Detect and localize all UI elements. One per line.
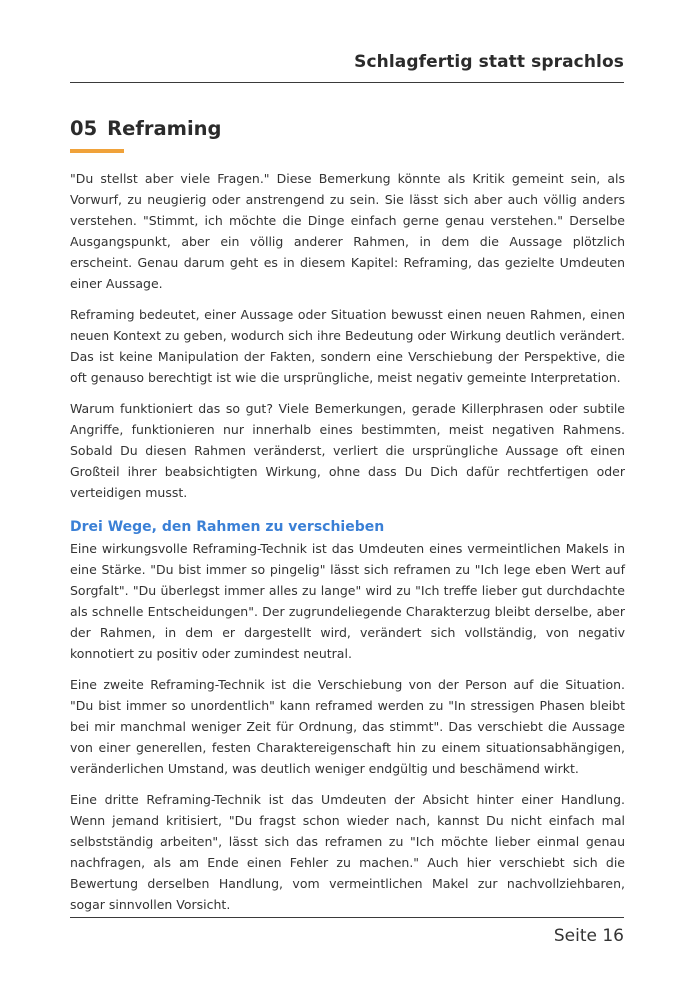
- section-paragraph-2: Eine zweite Reframing-Technik ist die Verschiebung von der Person auf die Situation. "Du bist immer so unordentlich" kann reframed werden zu "In stressigen Phasen bleibt bei mir manchmal weniger Zeit für Ordnung, das stimmt". Das verschiebt die Aussage von einer generellen, festen Charaktereigenschaft hin zu einem situationsabhängigen, veränderlichen Umstand, was deutlich weniger endgültig und beschämend wirkt.: [70, 677, 625, 776]
- intro-paragraph-3: Warum funktioniert das so gut? Viele Bemerkungen, gerade Killerphrasen oder subtile Angriffe, funktionieren nur innerhalb eines bestimmten, meist negativen Rahmens. Sobald Du diesen Rahmen veränderst, verliert die ursprüngliche Aussage oft einen Großteil ihrer beabsichtigten Wirkung, ohne dass Du Dich dafür rechtfertigen oder verteidigen musst.: [70, 401, 625, 500]
- page-footer: [70, 917, 624, 946]
- chapter-heading: [70, 117, 221, 140]
- section-paragraph-1: Eine wirkungsvolle Reframing-Technik ist das Umdeuten eines vermeintlichen Makels in eine Stärke. "Du bist immer so pingelig" lässt sich reframen zu "Ich lege eben Wert auf Sorgfalt". "Du überlegst immer alles zu lange" wird zu "Ich treffe lieber gut durchdachte als schnelle Entscheidungen". Der zugrundeliegende Charakterzug bleibt derselbe, aber der Rahmen, in dem er dargestellt wird, verändert sich vollständig, von negativ konnotiert zu positiv oder zumindest neutral.: [70, 541, 625, 661]
- chapter-number: 05: [70, 117, 98, 140]
- chapter-title: Reframing: [107, 117, 222, 140]
- running-header: [70, 52, 624, 83]
- chapter-body: [70, 168, 625, 925]
- intro-paragraph-2: Reframing bedeutet, einer Aussage oder Situation bewusst einen neuen Rahmen, einen neuen Kontext zu geben, wodurch sich ihre Bedeutung oder Wirkung deutlich verändert. Das ist keine Manipulation der Fakten, sondern eine Verschiebung der Perspektive, die oft genauso berechtigt ist wie die ursprüngliche, meist negativ gemeinte Interpretation.: [70, 307, 625, 385]
- book-title: Schlagfertig statt sprachlos: [354, 52, 624, 72]
- chapter-accent-bar: [70, 149, 124, 153]
- section-heading: Drei Wege, den Rahmen zu verschieben: [70, 519, 385, 535]
- intro-paragraph-1: "Du stellst aber viele Fragen." Diese Bemerkung könnte als Kritik gemeint sein, als Vorwurf, zu neugierig oder anstrengend zu sein. Sie lässt sich aber auch völlig anders verstehen. "Stimmt, ich möchte die Dinge einfach gerne genau verstehen." Derselbe Ausgangspunkt, aber ein völlig anderer Rahmen, in dem die Aussage plötzlich erscheint. Genau darum geht es in diesem Kapitel: Reframing, das gezielte Umdeuten einer Aussage.: [70, 171, 625, 291]
- section-paragraph-3: Eine dritte Reframing-Technik ist das Umdeuten der Absicht hinter einer Handlung. Wenn jemand kritisiert, "Du fragst schon wieder nach, kannst Du nicht einfach mal selbstständig arbeiten", lässt sich das reframen zu "Ich möchte lieber einmal genau nachfragen, als am Ende einen Fehler zu machen." Auch hier verschiebt sich die Bewertung derselben Handlung, vom vermeintlichen Makel zur nachvollziehbaren, sogar sinnvollen Vorsicht.: [70, 792, 625, 912]
- page-number: Seite 16: [553, 926, 624, 946]
